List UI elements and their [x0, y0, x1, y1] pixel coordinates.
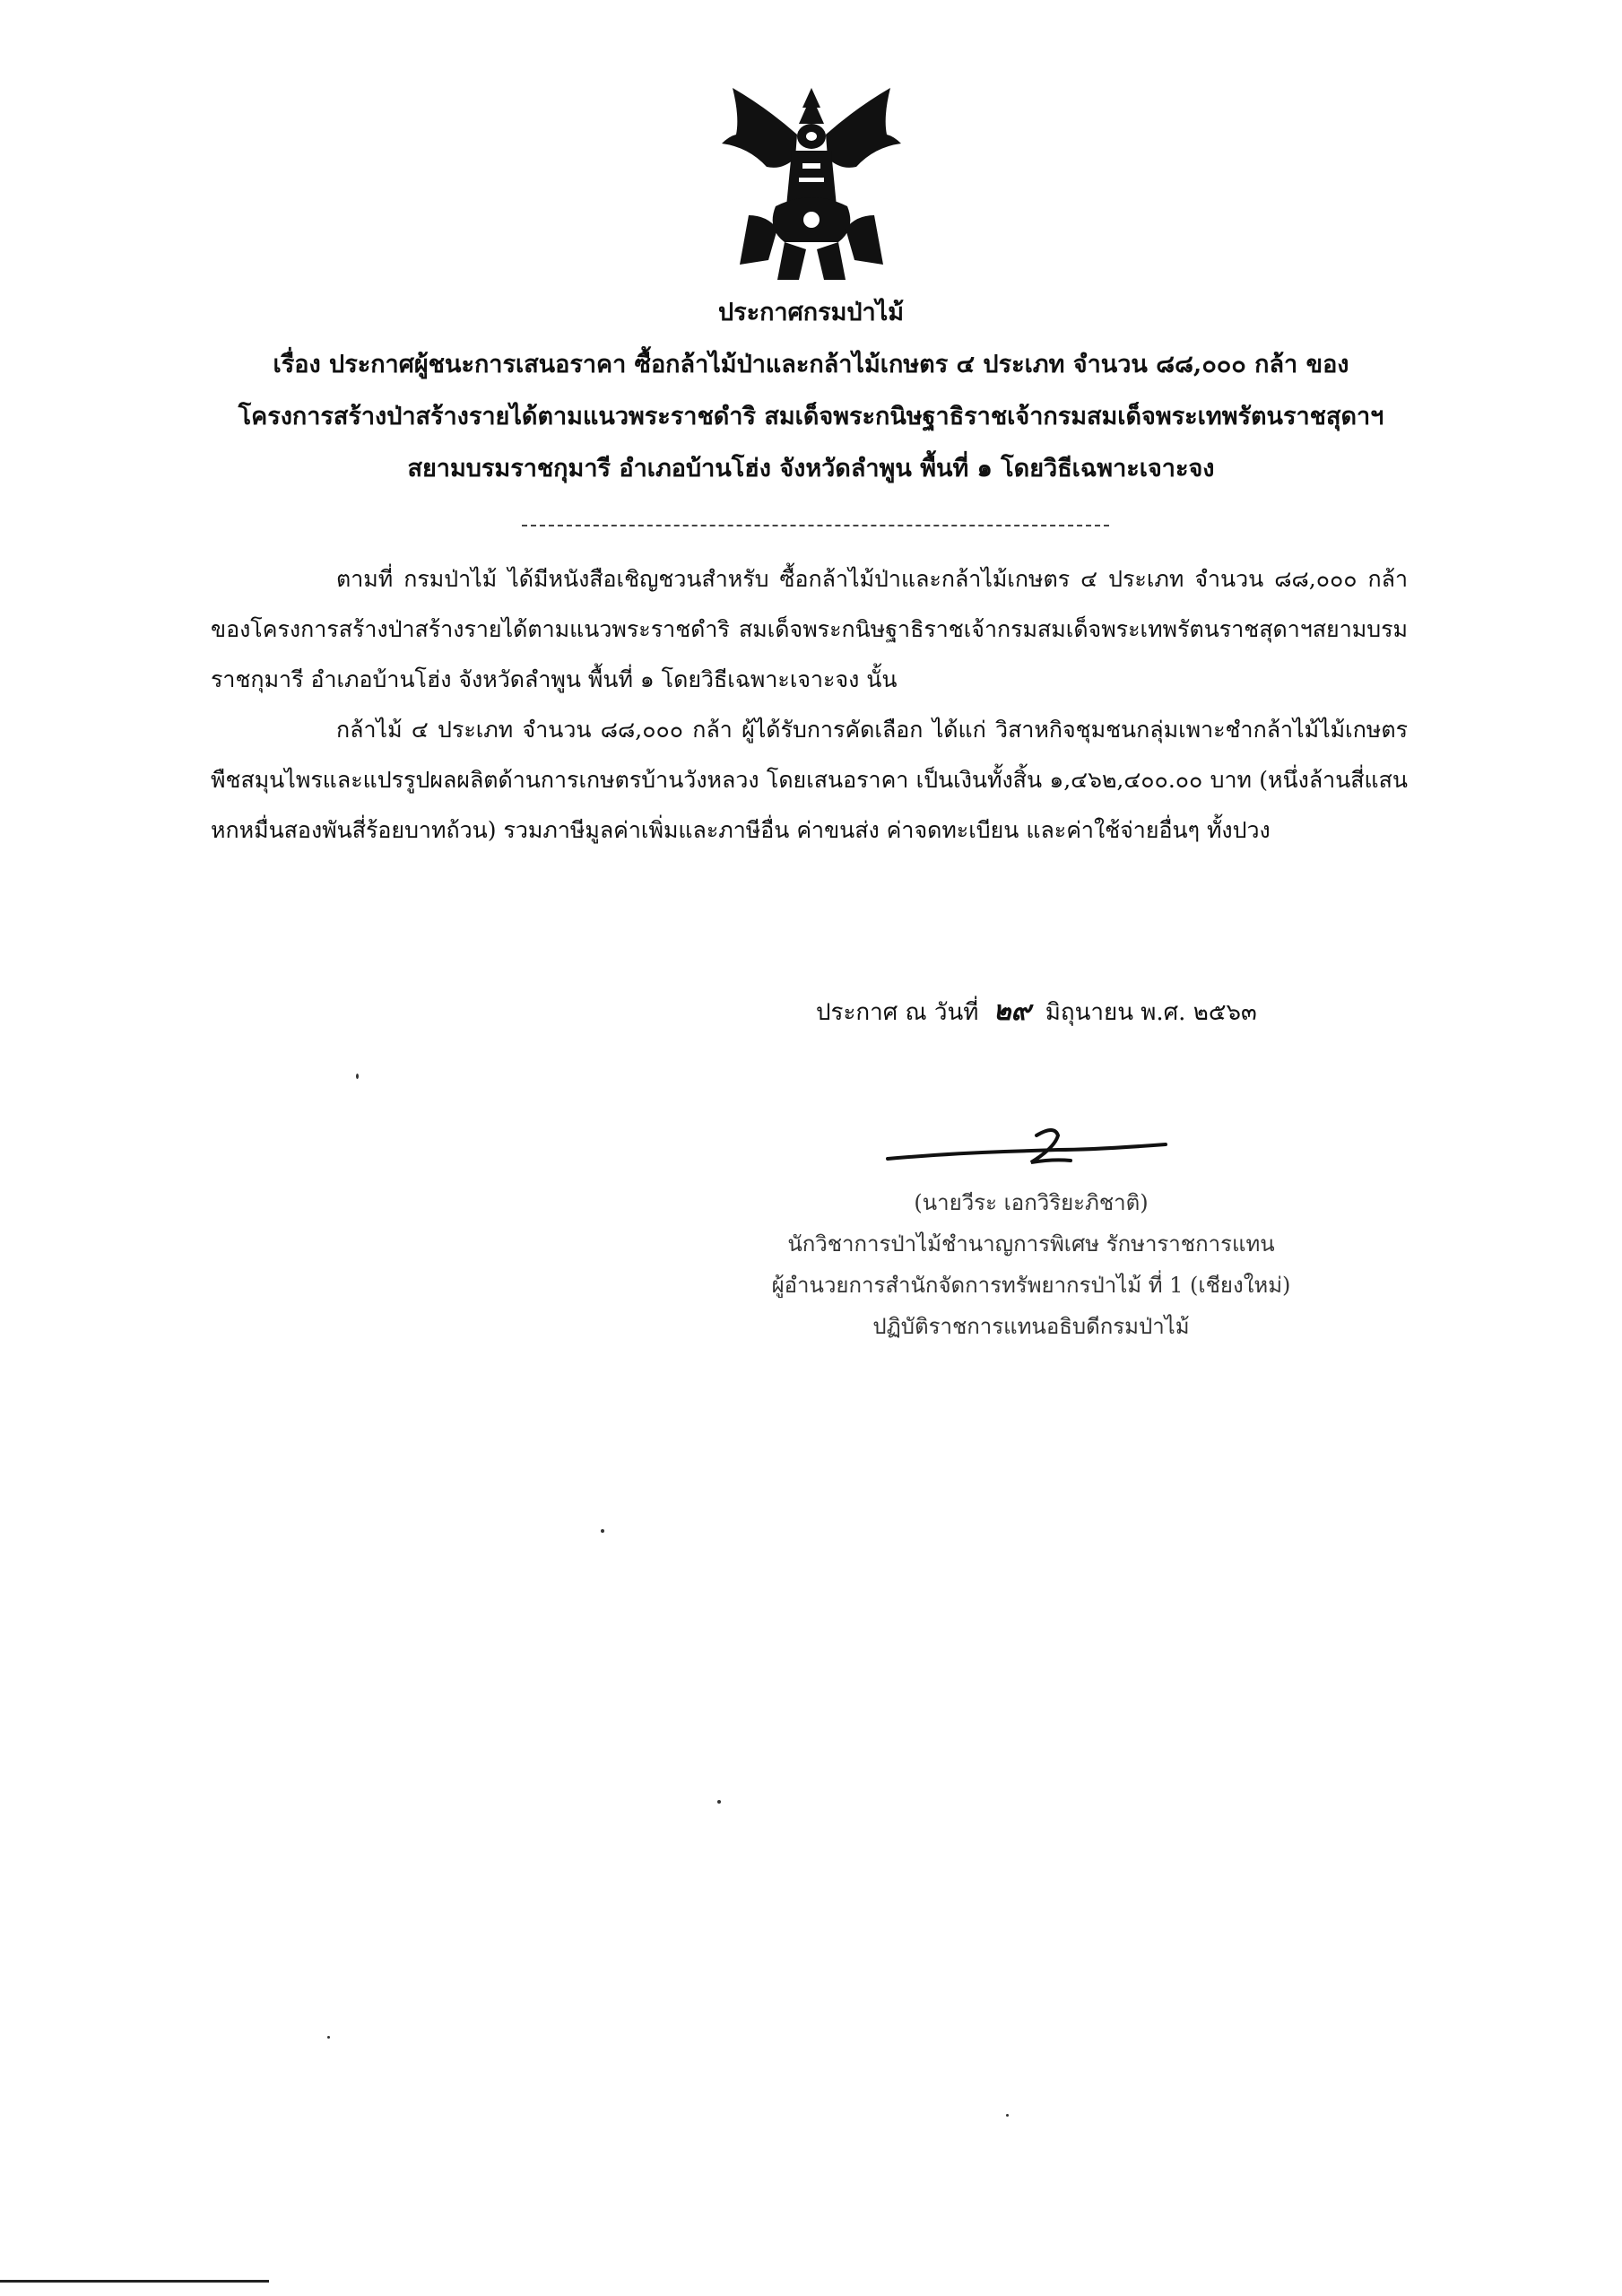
- scan-speck: [356, 1074, 359, 1079]
- signer-block: [664, 1182, 1399, 1347]
- scan-edge-line: [0, 2280, 269, 2283]
- signer-position-1: นักวิชาการป่าไม้ชำนาญการพิเศษ รักษาราชการแทน: [787, 1231, 1275, 1257]
- announce-month-year: มิถุนายน พ.ศ. ๒๕๖๓: [1045, 999, 1257, 1026]
- subject-line-2: โครงการสร้างป่าสร้างรายได้ตามแนวพระราชดำริ สมเด็จพระกนิษฐาธิราชเจ้ากรมสมเด็จพระเทพรัตนราชสุดาฯ: [238, 403, 1384, 430]
- divider: [522, 525, 1109, 526]
- body-paragraph-2: กล้าไม้ ๔ ประเภท จำนวน ๘๘,๐๐๐ กล้า ผู้ได้รับการคัดเลือก ได้แก่ วิสาหกิจชุมชนกลุ่มเพาะชำกล้าไม้ไม้เกษตรพืชสมุนไพรและแปรรูปผลผลิตด้านการเกษตรบ้านวังหลวง โดยเสนอราคา เป็นเงินทั้งสิ้น ๑,๔๖๒,๔๐๐.๐๐ บาท (หนึ่งล้านสี่แสนหกหมื่นสองพันสี่ร้อยบาทถ้วน) รวมภาษีมูลค่าเพิ่มและภาษีอื่น ค่าขนส่ง ค่าจดทะเบียน และค่าใช้จ่ายอื่นๆ ทั้งปวง: [211, 717, 1408, 843]
- body-paragraph-1: ตามที่ กรมป่าไม้ ได้มีหนังสือเชิญชวนสำหรับ ซื้อกล้าไม้ป่าและกล้าไม้เกษตร ๔ ประเภท จำนวน ๘๘,๐๐๐ กล้า ของโครงการสร้างป่าสร้างรายได้ตามแนวพระราชดำริ สมเด็จพระกนิษฐาธิราชเจ้ากรมสมเด็จพระเทพรัตนราชสุดาฯสยามบรมราชกุมารี อำเภอบ้านโฮ่ง จังหวัดลำพูน พื้นที่ ๑ โดยวิธีเฉพาะเจาะจง นั้น: [211, 566, 1408, 692]
- announcement-date: [816, 987, 1257, 1038]
- page-title: ประกาศกรมป่าไม้: [717, 299, 905, 326]
- signer-position-2: ผู้อำนวยการสำนักจัดการทรัพยากรป่าไม้ ที่ 1 (เชียงใหม่): [771, 1273, 1291, 1298]
- subject-line-1: เรื่อง ประกาศผู้ชนะการเสนอราคา ซื้อกล้าไม้ป่าและกล้าไม้เกษตร ๔ ประเภท จำนวน ๘๘,๐๐๐ กล้า ของ: [273, 351, 1349, 378]
- subject-line-3: สยามบรมราชกุมารี อำเภอบ้านโฮ่ง จังหวัดลำพูน พื้นที่ ๑ โดยวิธีเฉพาะเจาะจง: [407, 455, 1215, 483]
- handwritten-signature-icon: [879, 1112, 1175, 1184]
- garuda-emblem-icon: [713, 81, 910, 287]
- scan-speck: [717, 1800, 721, 1804]
- scan-speck: [601, 1529, 604, 1533]
- announce-prefix: ประกาศ ณ วันที่: [816, 999, 979, 1026]
- announce-day: ๒๙: [993, 996, 1031, 1027]
- scan-speck: [1006, 2114, 1009, 2117]
- scan-speck: [327, 2036, 330, 2039]
- signer-position-3: ปฏิบัติราชการแทนอธิบดีกรมป่าไม้: [872, 1314, 1190, 1339]
- signer-name: (นายวีระ เอกวิริยะภิชาติ): [914, 1190, 1149, 1215]
